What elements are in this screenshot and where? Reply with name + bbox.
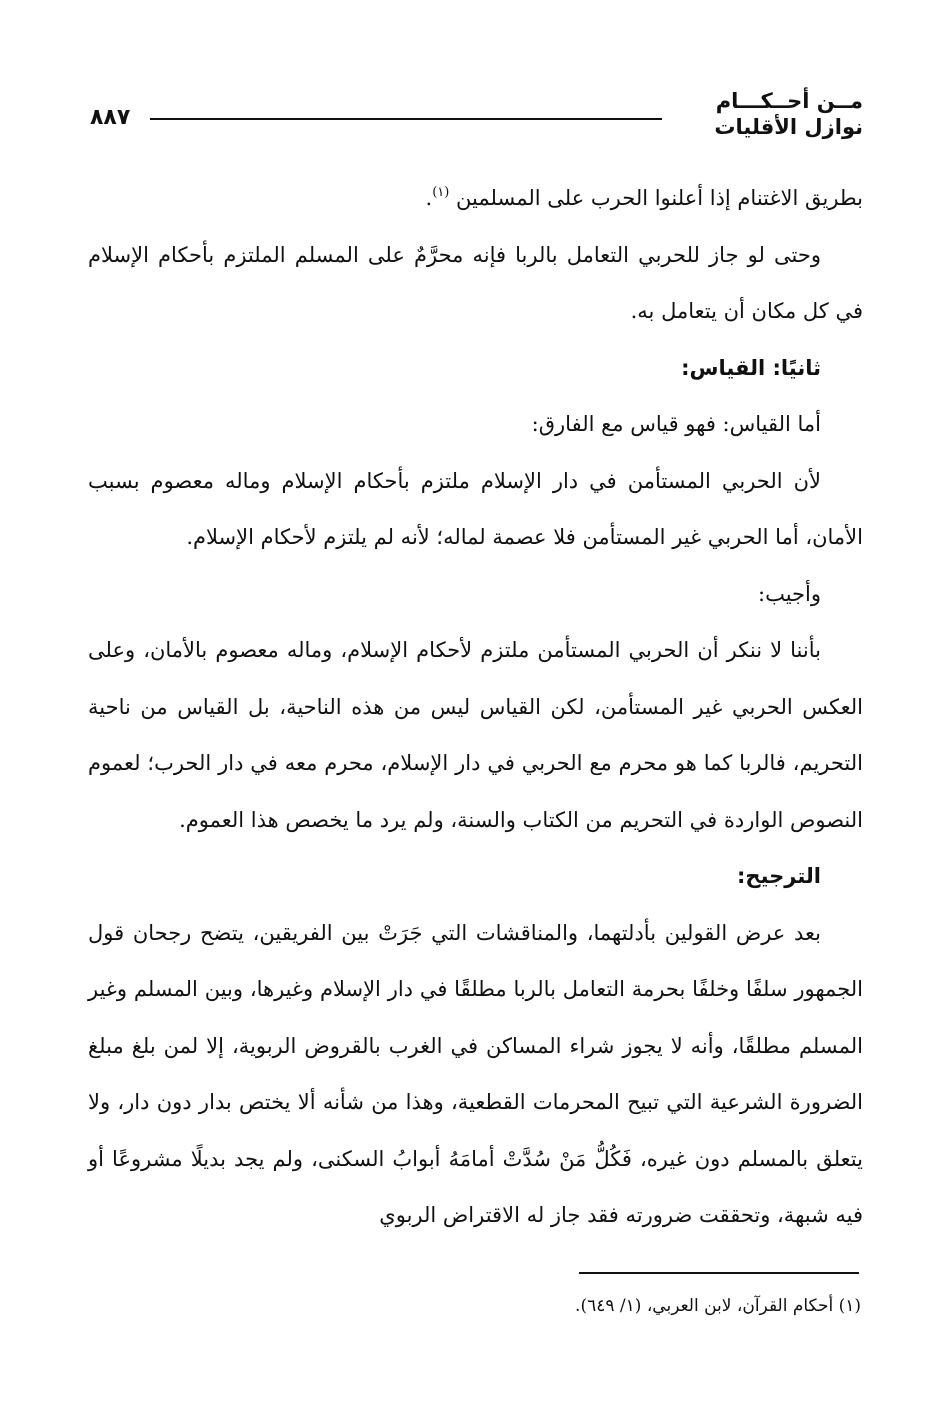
header-rule [150, 118, 662, 120]
heading-tarjih: الترجيح: [737, 864, 821, 888]
paragraph-1-text: بطريق الاغتنام إذا أعلنوا الحرب على المسلمين [456, 186, 863, 210]
paragraph-2: وحتى لو جاز للحربي التعامل بالربا فإنه محرَّمٌ على المسلم الملتزم بأحكام الإسلام في كل مكان أن يتعامل به. [88, 242, 863, 323]
running-title-line2: نوازل الأقليات [714, 115, 863, 139]
footnote-rule [579, 1272, 859, 1274]
paragraph-3: أما القياس: فهو قياس مع الفارق: [531, 412, 821, 436]
page-header [90, 88, 863, 148]
paragraph-1-end: . [425, 186, 433, 210]
paragraph-7: بعد عرض القولين بأدلتهما، والمناقشات التي جَرَتْ بين الفريقين، يتضح رجحان قول الجمهور سلفًا وخلفًا بحرمة التعامل بالربا مطلقًا في دار الإسلام وغيرها، وبين المسلم وغير المسلم مطلقًا، وأنه لا يجوز شراء المساكن في الغرب بالقروض الربوية، إلا لمن بلغ مبلغ الضرورة الشرعية التي تبيح المحرمات القطعية، وهذا من شأنه ألا يختص بدار دون دار، ولا يتعلق بالمسلم دون غيره، فَكُلُّ مَنْ سُدَّتْ أمامَهُ أبوابُ السكنى، ولم يجد بديلًا مشروعًا أو فيه شبهة، وتحققت ضرورته فقد جاز له الاقتراض الربوي [88, 920, 863, 1227]
paragraph-5: وأجيب: [758, 581, 821, 606]
paragraph-6: بأننا لا ننكر أن الحربي المستأمن ملتزم لأحكام الإسلام، وماله معصوم بالأمان، وعلى العكس الحربي غير المستأمن، لكن القياس ليس من هذه الناحية، بل القياس من ناحية التحريم، فالربا كما هو محرم مع الحربي في دار الإسلام، محرم معه في دار الحرب؛ لعموم النصوص الواردة في التحريم من الكتاب والسنة، ولم يرد ما يخصص هذا العموم. [88, 638, 863, 832]
running-title-line1: مــن أحــكـــام [715, 89, 863, 113]
paragraph-1 [88, 170, 863, 227]
running-title [714, 88, 863, 140]
page-number: ٨٨٧ [90, 105, 131, 130]
footnote-reference: (١) [432, 185, 450, 200]
paragraph-4: لأن الحربي المستأمن في دار الإسلام ملتزم بأحكام الإسلام وماله معصوم بسبب الأمان، أما الحربي غير المستأمن فلا عصمة لماله؛ لأنه لم يلتزم لأحكام الإسلام. [88, 468, 863, 549]
page-body [88, 170, 863, 1244]
footnote: (١) أحكام القرآن، لابن العربي، (١/ ٦٤٩). [575, 1296, 861, 1316]
heading-qiyas: ثانيًا: القياس: [681, 355, 821, 380]
